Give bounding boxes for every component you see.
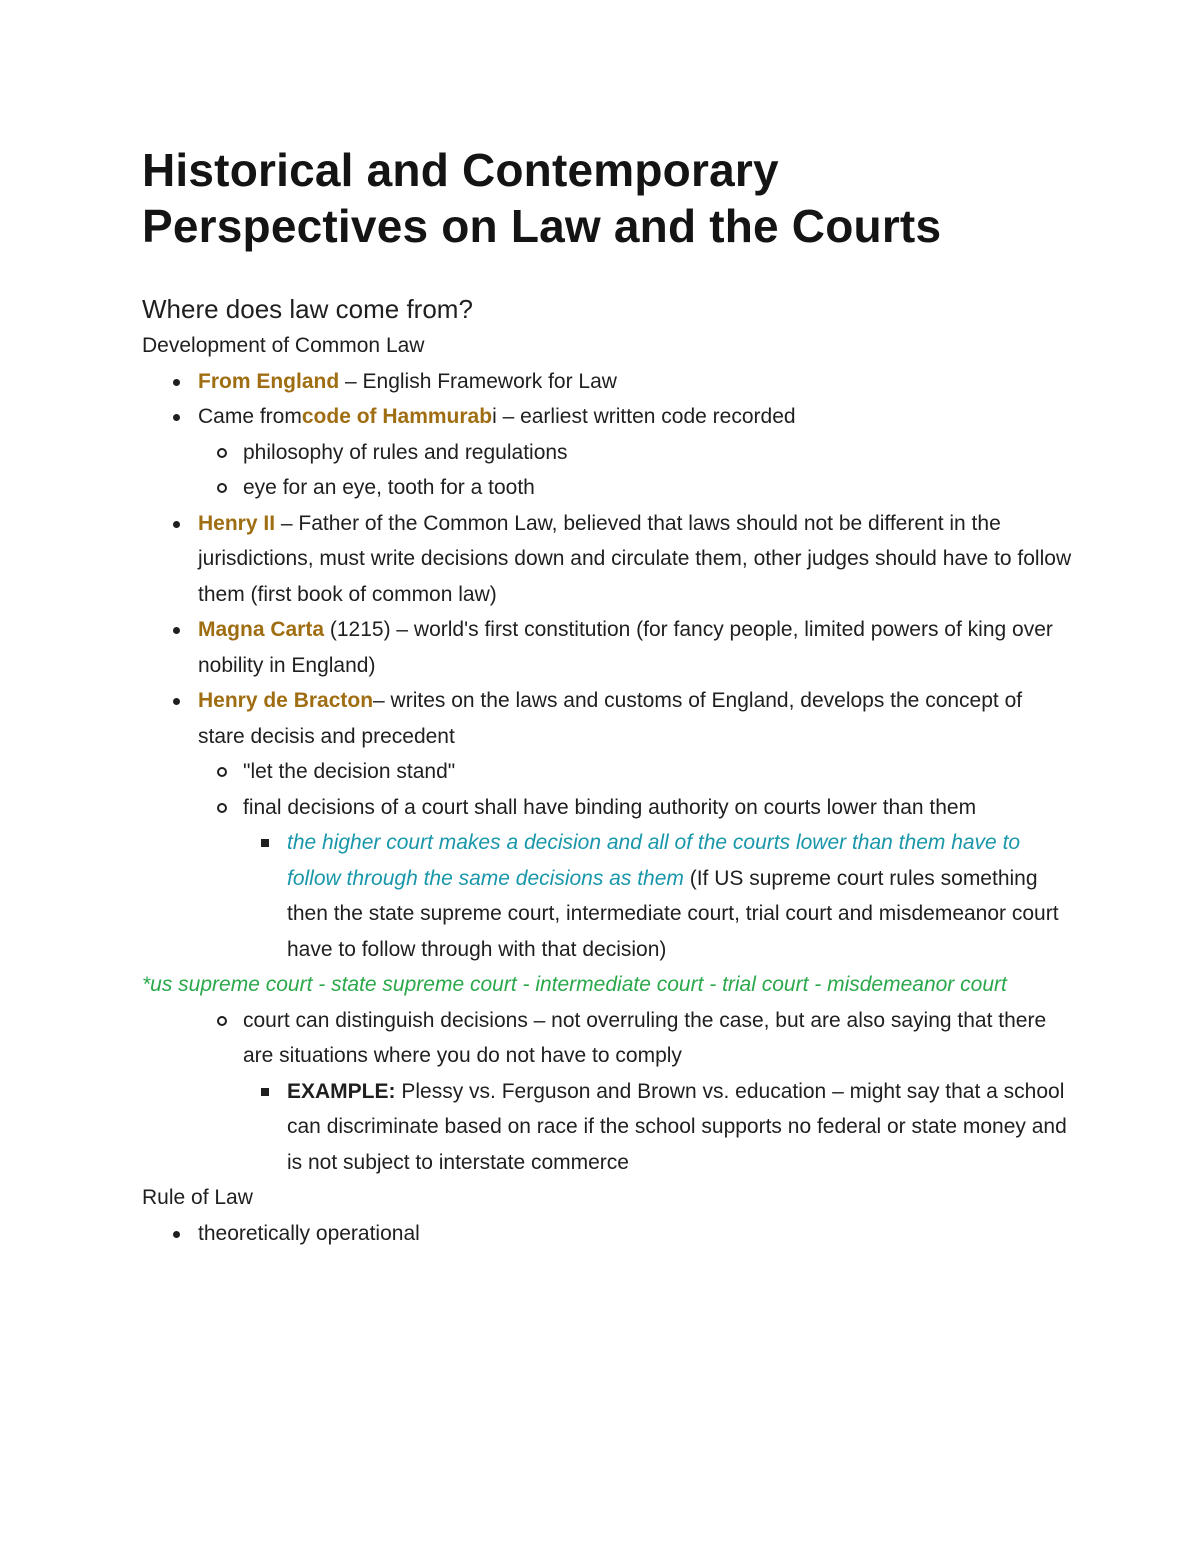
bullet-dot-icon (173, 379, 180, 386)
term-bracton: Henry de Bracton (198, 689, 374, 712)
item-text: – writes on the laws and customs of England, develops the concept of stare decisis and precedent (198, 689, 1023, 748)
example-label: EXAMPLE: (287, 1079, 396, 1103)
list-item-magna-carta (142, 612, 1072, 683)
bullet-square-icon (261, 839, 269, 847)
bracton-subsublist (142, 825, 1072, 967)
sub-sub-list-item (142, 825, 1072, 967)
list-item: theoretically operational (142, 1216, 1072, 1252)
item-text: – English Framework for Law (339, 369, 617, 393)
list-item-bracton (142, 683, 1072, 754)
rule-of-law-label: Rule of Law (142, 1186, 253, 1209)
sub-list-item: "let the decision stand" (142, 754, 1072, 790)
section-heading: Where does law come from? (142, 294, 473, 324)
bullet-circle-icon (217, 448, 227, 458)
bullet-dot-icon (173, 1231, 180, 1238)
development-list (142, 364, 1072, 435)
distinguish-list (142, 1003, 1072, 1074)
term-henry-ii: Henry II (198, 511, 276, 535)
term-magna-carta: Magna Carta (198, 618, 325, 641)
sub-list-item: philosophy of rules and regulations (142, 435, 1072, 471)
item-text: i – earliest written code recorded (492, 405, 796, 428)
bullet-dot-icon (173, 698, 180, 705)
bullet-circle-icon (217, 767, 227, 777)
bullet-circle-icon (217, 483, 227, 493)
sub-list-item: court can distinguish decisions – not overruling the case, but are also saying that there are situations where you do not have to comply (142, 1003, 1072, 1074)
title-line-2: Perspectives on Law and the Courts (142, 200, 942, 252)
example-text: Plessy vs. Ferguson and Brown vs. education – might say that a school can discriminate based on race if the school supports no federal or state money and is not subject to interstate commerce (287, 1079, 1067, 1174)
item-text: – Father of the Common Law, believed that laws should not be different in the jurisdictions, must write decisions down and circulate them, other judges should have to follow them (first book of common law) (198, 511, 1072, 606)
term-from-england: From England (198, 369, 340, 393)
term-hammurabi: code of Hammurab (301, 405, 493, 428)
emphasis-text: the higher court makes a decision and all of the courts lower than them have to follow through the same decisions as them (287, 831, 1021, 890)
list-item-hammurabi (142, 399, 1072, 435)
bullet-circle-icon (217, 803, 227, 813)
list-item-henry-ii (142, 506, 1072, 613)
example-list (142, 1074, 1072, 1181)
list-item-from-england (142, 364, 1072, 400)
document-page (142, 142, 1072, 1251)
page-title (142, 142, 1072, 254)
court-hierarchy-note: *us supreme court - state supreme court - intermediate court - trial court - misdemeanor court (142, 973, 1007, 996)
development-list-cont (142, 506, 1072, 755)
bullet-dot-icon (173, 521, 180, 528)
bullet-circle-icon (217, 1016, 227, 1026)
sub-sub-list-item (142, 1074, 1072, 1181)
sub-list-item: eye for an eye, tooth for a tooth (142, 470, 1072, 506)
bullet-square-icon (261, 1088, 269, 1096)
title-line-1: Historical and Contemporary (142, 144, 779, 196)
bullet-dot-icon (173, 414, 180, 421)
hammurabi-sublist (142, 435, 1072, 506)
bracton-sublist (142, 754, 1072, 825)
bullet-dot-icon (173, 627, 180, 634)
item-prefix: Came from (198, 405, 302, 428)
rule-of-law-list (142, 1216, 1072, 1252)
item-text: (If US supreme court rules something then the state supreme court, intermediate court, trial court and misdemeanor court have to follow through with that decision) (287, 866, 1059, 961)
development-label: Development of Common Law (142, 334, 425, 357)
item-text: (1215) – world's first constitution (for fancy people, limited powers of king over nobility in England) (198, 618, 1053, 677)
sub-list-item: final decisions of a court shall have binding authority on courts lower than them (142, 790, 1072, 826)
